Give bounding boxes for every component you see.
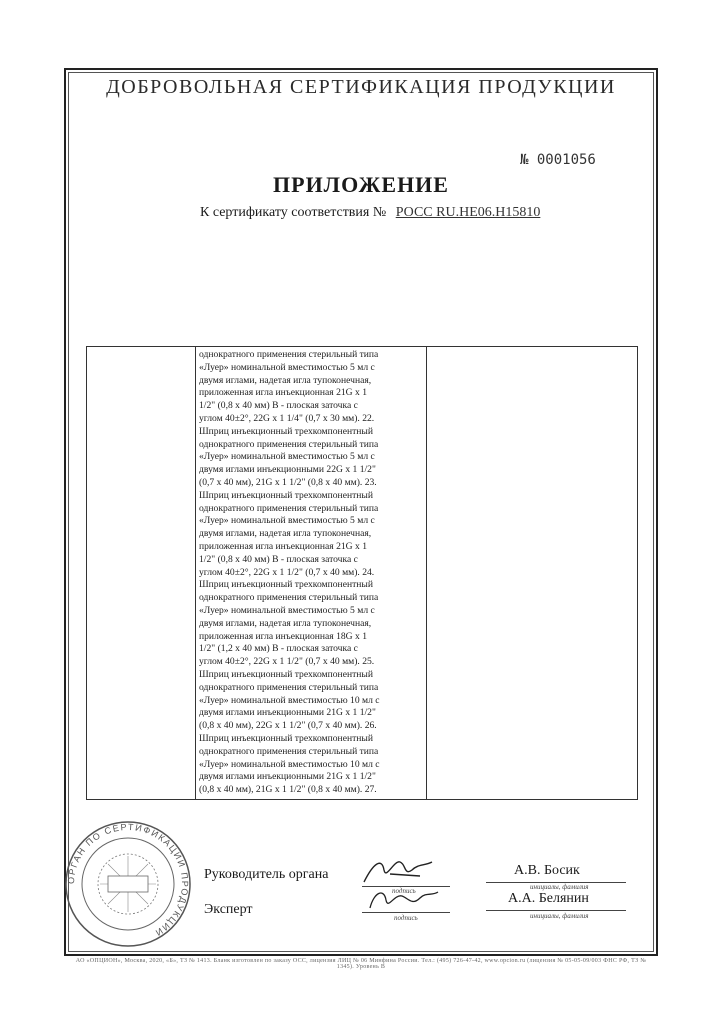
description-line: двумя иглами, надетая игла тупоконечная, bbox=[199, 374, 372, 386]
certificate-reference bbox=[200, 205, 540, 221]
head-signature-caption: подпись bbox=[392, 887, 416, 895]
head-name: А.В. Босик bbox=[514, 863, 580, 878]
description-lines bbox=[199, 349, 423, 797]
description-line: Шприц инъекционный трехкомпонентный bbox=[199, 425, 373, 437]
organ-stamp bbox=[62, 818, 194, 950]
form-number: № 0001056 bbox=[520, 152, 596, 168]
description-line: двумя иглами, надетая игла тупоконечная, bbox=[199, 617, 372, 629]
form-footer: АО «ОПЦИОН», Москва, 2020, «Б», ТЗ № 1413. Бланк изготовлен по заказу ОСС, лицензия ЛИЦ № 06 Минфина России. Тел.: (495) 726-47-42, www.opcion.ru (лицензия № 05-05-09/003 ФНС РФ, ТЗ № 1345). Уровень В bbox=[75, 958, 647, 970]
description-line: «Луер» номинальной вместимостью 5 мл с bbox=[199, 515, 375, 527]
description-line: однократного применения стерильный типа bbox=[199, 592, 379, 604]
description-line: двумя иглами инъекционными 22G x 1 1/2" bbox=[199, 464, 376, 476]
expert-name: А.А. Белянин bbox=[508, 891, 589, 906]
description-line: углом 40±2°, 22G x 1 1/2" (0,7 x 40 мм). 24. bbox=[199, 566, 375, 578]
description-line: углом 40±2°, 22G x 1 1/2" (0,7 x 40 мм). 25. bbox=[199, 656, 375, 668]
description-line: приложенная игла инъекционная 21G x 1 bbox=[199, 387, 367, 399]
description-line: «Луер» номинальной вместимостью 5 мл с bbox=[199, 451, 375, 463]
head-name-caption: инициалы, фамилия bbox=[530, 883, 589, 891]
description-line: однократного применения стерильный типа bbox=[199, 349, 379, 360]
description-line: двумя иглами инъекционными 21G x 1 1/2" bbox=[199, 707, 376, 719]
description-line: (0,8 x 40 мм), 22G x 1 1/2" (0,7 x 40 мм). 26. bbox=[199, 720, 377, 732]
description-line: «Луер» номинальной вместимостью 5 мл с bbox=[199, 361, 375, 373]
head-label: Руководитель органа bbox=[204, 867, 329, 882]
description-line: Шприц инъекционный трехкомпонентный bbox=[199, 732, 373, 744]
description-line: 1/2" (0,8 x 40 мм) В - плоская заточка с bbox=[199, 553, 358, 565]
description-line: приложенная игла инъекционная 18G x 1 bbox=[199, 630, 367, 642]
description-line: углом 40±2°, 22G x 1 1/4" (0,7 x 30 мм). 22. bbox=[199, 412, 375, 424]
description-line: Шприц инъекционный трехкомпонентный bbox=[199, 489, 373, 501]
description-line: (0,8 x 40 мм), 21G x 1 1/2" (0,8 x 40 мм). 27. bbox=[199, 784, 377, 796]
head-signature bbox=[360, 852, 444, 888]
description-line: «Луер» номинальной вместимостью 5 мл с bbox=[199, 604, 375, 616]
stamp-text: ОРГАН ПО СЕРТИФИКАЦИИ ПРОДУКЦИИ bbox=[65, 821, 191, 939]
table-cell-right bbox=[427, 347, 638, 800]
certificate-reference-label: К сертификату соответствия № bbox=[200, 205, 387, 220]
description-line: двумя иглами, надетая игла тупоконечная, bbox=[199, 528, 372, 540]
expert-signature-caption: подпись bbox=[394, 914, 418, 922]
description-line: однократного применения стерильный типа bbox=[199, 745, 379, 757]
description-line: Шприц инъекционный трехкомпонентный bbox=[199, 668, 373, 680]
description-line: однократного применения стерильный типа bbox=[199, 681, 379, 693]
table-cell-description bbox=[196, 347, 427, 800]
expert-label: Эксперт bbox=[204, 902, 253, 917]
description-line: 1/2" (0,8 x 40 мм) В - плоская заточка с bbox=[199, 400, 358, 412]
products-table bbox=[86, 346, 638, 800]
certificate-reference-number: РОСС RU.НЕ06.Н15810 bbox=[395, 205, 541, 220]
table-row bbox=[87, 347, 638, 800]
table-cell-left bbox=[87, 347, 196, 800]
description-line: двумя иглами инъекционными 21G x 1 1/2" bbox=[199, 771, 376, 783]
expert-name-caption: инициалы, фамилия bbox=[530, 912, 589, 920]
description-line: 1/2" (1,2 x 40 мм) В - плоская заточка с bbox=[199, 643, 358, 655]
expert-name-line bbox=[486, 910, 626, 911]
description-line: однократного применения стерильный типа bbox=[199, 438, 379, 450]
description-line: (0,7 x 40 мм), 21G x 1 1/2" (0,8 x 40 мм). 23. bbox=[199, 476, 377, 488]
expert-signature bbox=[364, 884, 444, 914]
description-line: «Луер» номинальной вместимостью 10 мл с bbox=[199, 694, 380, 706]
description-line: «Луер» номинальной вместимостью 10 мл с bbox=[199, 758, 380, 770]
description-line: приложенная игла инъекционная 21G x 1 bbox=[199, 540, 367, 552]
description-line: однократного применения стерильный типа bbox=[199, 502, 379, 514]
description-line: Шприц инъекционный трехкомпонентный bbox=[199, 579, 373, 591]
document-title: ПРИЛОЖЕНИЕ bbox=[273, 172, 449, 197]
document-header: ДОБРОВОЛЬНАЯ СЕРТИФИКАЦИЯ ПРОДУКЦИИ bbox=[106, 76, 616, 98]
